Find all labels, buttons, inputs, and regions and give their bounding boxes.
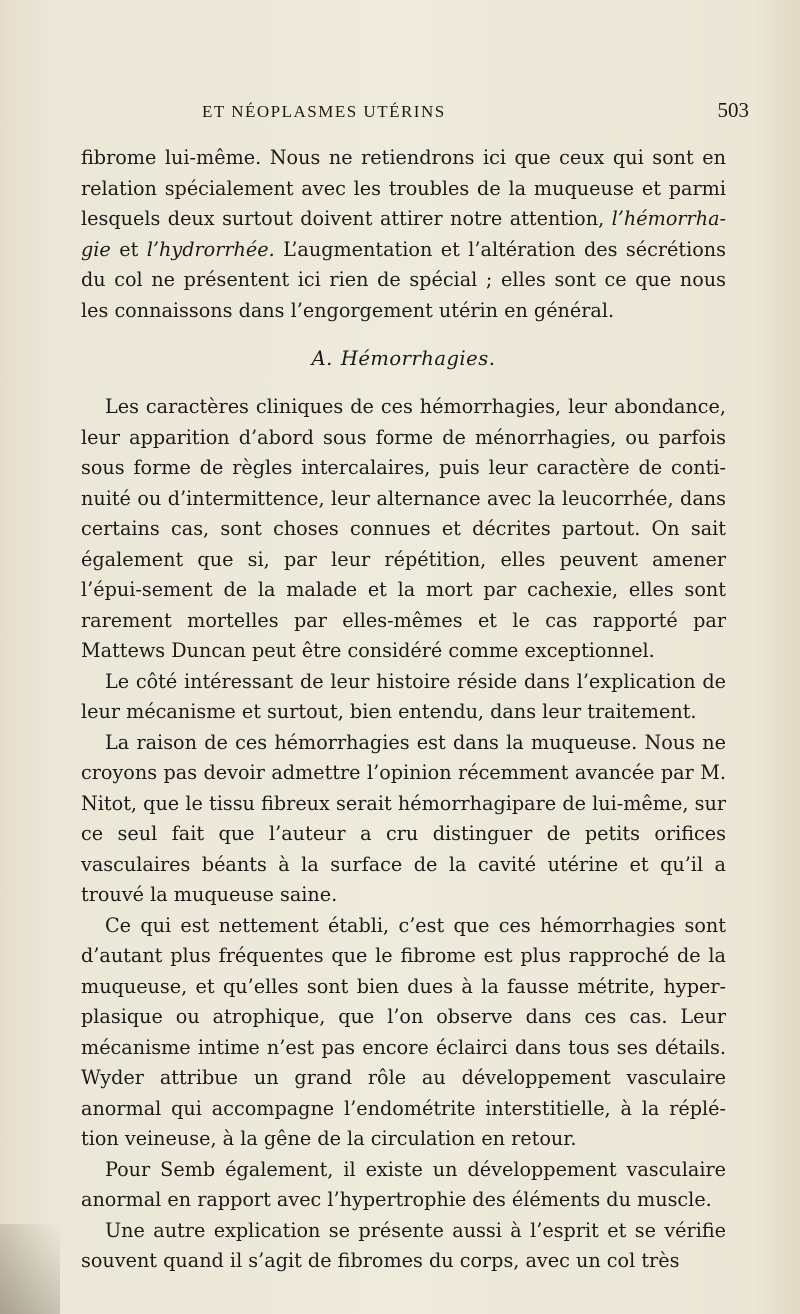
running-title: ET NÉOPLASMES UTÉRINS [202, 102, 446, 121]
paragraph: Une autre explication se présente aussi à l’esprit et se vérifie souvent quand il s’agit de fibromes du corps, avec un col très [81, 1218, 726, 1272]
intro-paragraph [81, 143, 726, 326]
page-corner-shadow [0, 1224, 60, 1314]
intro-text-1: fibrome lui-même. Nous ne retiendrons ici que ceux qui sont en relation spécialement avec les troubles de la muqueuse et parmi lesquels deux surtout doivent attirer notre attention, [81, 146, 726, 230]
paragraph: Les caractères cliniques de ces hémorrhagies, leur abondance, leur apparition d’abord sous forme de ménorrhagies, ou parfois sous forme de règles intercalaires, puis leur caractère de conti-nuité ou d’intermittence, leur alternance avec la leucorrhée, dans certains cas, sont choses connues et décrites partout. On sait également que si, par leur répétition, elles peuvent amener l’épui-sement de la malade et la mort par cachexie, elles sont rarement mortelles par elles-mêmes et le cas rapporté par Mattews Duncan peut être considéré comme exceptionnel. [81, 395, 726, 662]
term-hemorrhagie: l’hémorrha-gie [81, 207, 726, 261]
section-letter: A. [311, 347, 333, 370]
intro-text-2: et [110, 237, 147, 261]
paragraph: Ce qui est nettement établi, c’est que ces hémorrhagies sont d’autant plus fréquentes que le fibrome est plus rapproché de la muqueuse, et qu’elles sont bien dues à la fausse métrite, hyper-plasique ou atrophique, que l’on observe dans ces cas. Leur mécanisme intime n’est pas encore éclairci dans tous ses détails. Wyder attribue un grand rôle au développement vasculaire anormal qui accompagne l’endométrite interstitielle, à la réplé-tion veineuse, à la gêne de la circulation en retour. [81, 913, 726, 1150]
paragraph: La raison de ces hémorrhagies est dans la muqueuse. Nous ne croyons pas devoir admettre l’opinion récemment avancée par M. Nitot, que le tissu fibreux serait hémorrhagipare de lui-même, sur ce seul fait que l’auteur a cru distinguer de petits orifices vasculaires béants à la surface de la cavité utérine et qu’il a trouvé la muqueuse saine. [81, 730, 726, 906]
body-text [81, 143, 726, 1277]
paragraph: Pour Semb également, il existe un développement vasculaire anormal en rapport avec l’hypertrophie des éléments du muscle. [81, 1157, 726, 1211]
section-heading [81, 344, 726, 374]
term-hydrorrhee: l’hydrorrhée. [146, 237, 275, 261]
page-header [70, 96, 749, 126]
paragraph: Le côté intéressant de leur histoire réside dans l’explication de leur mécanisme et surtout, bien entendu, dans leur traitement. [81, 669, 726, 723]
intro-text-3: L’augmentation et l’altération des sécrétions du col ne présentent ici rien de spécial ; elles sont ce que nous les connaissons dans l’engorgement utérin en général. [81, 237, 726, 322]
section-title: Hémorrhagies. [340, 347, 496, 370]
page-number: 503 [717, 98, 749, 122]
